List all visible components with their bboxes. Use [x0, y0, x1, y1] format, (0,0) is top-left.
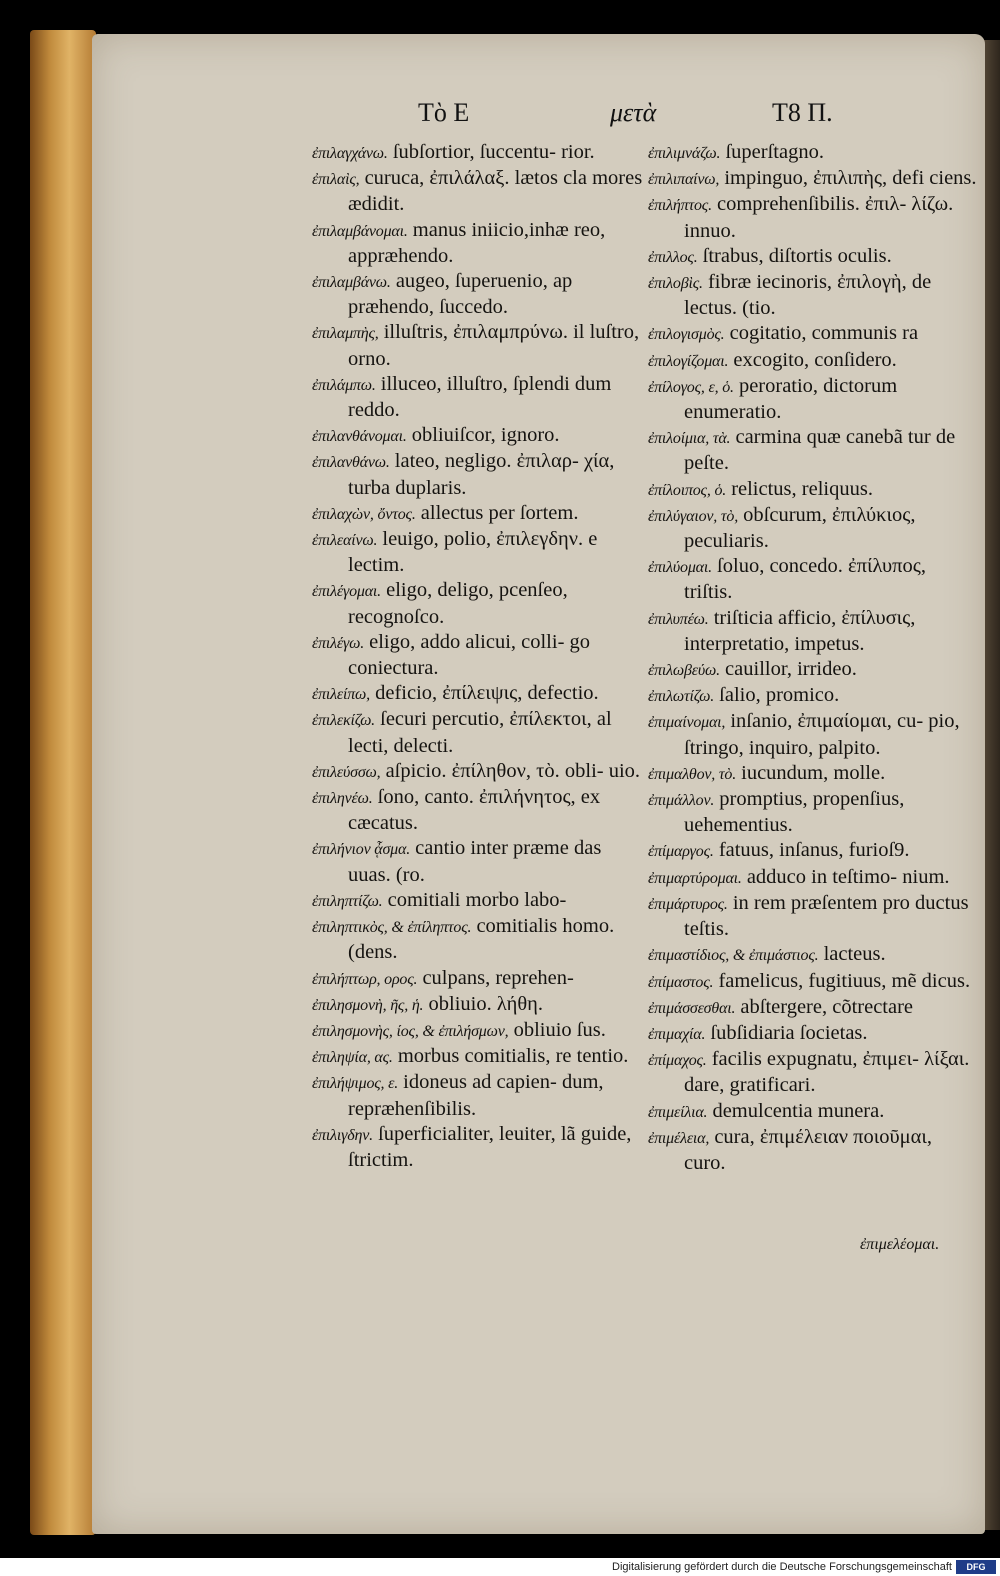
latin-definition: obliuiſcor, ignoro. [406, 424, 560, 447]
greek-headword: ἐπιλαμπὴς, [312, 325, 379, 343]
dictionary-entry [648, 374, 978, 425]
latin-definition: cantio inter præme das uuas. (ro. [348, 837, 602, 886]
catchword: ἐπιμελέομαι. [860, 1236, 940, 1253]
running-header [100, 98, 980, 134]
dictionary-entry [312, 914, 644, 965]
latin-definition: famelicus, fugitiuus, mẽ dicus. [713, 969, 971, 992]
latin-definition: ſalio, promico. [714, 684, 840, 707]
dictionary-entry [312, 992, 644, 1018]
dictionary-entry [312, 269, 644, 320]
dictionary-entry [648, 503, 978, 554]
dictionary-entry [312, 372, 644, 423]
greek-headword: ἐπιλέγομαι. [312, 583, 381, 601]
greek-headword: ἐπιλείπω, [312, 686, 370, 704]
dictionary-entry [312, 423, 644, 449]
latin-definition: impinguo, ἐπιλιπὴς, defi ciens. [719, 167, 977, 190]
greek-headword: ἐπιληψία, ας. [312, 1049, 393, 1067]
dictionary-entry [648, 761, 978, 787]
header-center: μετὰ [610, 98, 657, 127]
greek-headword: ἐπιλεύσσω, [312, 763, 381, 781]
dictionary-entry [312, 707, 644, 758]
greek-headword: ἐπίλογος, ε, ὁ. [648, 378, 734, 396]
latin-definition: idoneus ad capien- dum, repræhenſibilis. [348, 1071, 604, 1120]
latin-definition: obliuio. λήθη. [423, 992, 543, 1015]
greek-headword: ἐπιλανθάνω. [312, 454, 390, 472]
latin-definition: carmina quæ canebã tur de peſte. [684, 426, 956, 475]
latin-definition: abſtergere, cõtrectare [735, 995, 914, 1018]
latin-definition: ſubſortior, ſuccentu- rior. [387, 141, 595, 163]
greek-headword: ἐπιλοβὶς. [648, 275, 703, 293]
greek-headword: ἐπιλιγδην. [312, 1126, 373, 1144]
greek-headword: ἐπιλέγω. [312, 634, 365, 652]
latin-definition: peroratio, dictorum enumeratio. [684, 374, 898, 424]
dictionary-entry [312, 1018, 644, 1044]
greek-headword: ἐπιλεκίζω. [312, 712, 375, 730]
latin-definition: ſono, canto. ἐπιλήνητος, ex cæcatus. [348, 786, 601, 835]
latin-definition: eligo, deligo, pcenſeo, recognoſco. [348, 579, 568, 628]
dictionary-entry [312, 966, 644, 992]
latin-definition: inſanio, ἐπιμαίομαι, cu- pio, ſtringo, inquiro, palpito. [684, 710, 960, 759]
left-column [312, 140, 644, 1173]
greek-headword: ἐπιλαμβάνομαι. [312, 222, 408, 240]
dictionary-entry [312, 501, 644, 527]
greek-headword: ἐπιμείλια. [648, 1103, 708, 1121]
latin-definition: comitiali morbo labo- [382, 888, 567, 911]
dictionary-entry [648, 554, 978, 605]
greek-headword: ἐπιμάλλον. [648, 792, 715, 810]
dictionary-entry [648, 865, 978, 891]
dictionary-entry [312, 218, 644, 269]
latin-definition: cogitatio, communis ra [724, 322, 919, 345]
latin-definition: adduco in teſtimo- nium. [741, 865, 950, 888]
dictionary-entry [648, 140, 978, 166]
latin-definition: illuſtris, ἐπιλαμπρύνω. il luſtro, orno. [348, 321, 640, 370]
dictionary-entry [312, 888, 644, 914]
dictionary-entry [312, 630, 644, 681]
latin-definition: culpans, reprehen- [417, 966, 574, 989]
header-right: Τ8 Π. [772, 98, 833, 127]
latin-definition: eligo, addo alicui, colli- go coniectura. [348, 630, 591, 680]
dictionary-entry [312, 578, 644, 629]
greek-headword: ἐπιμαρτύρομαι. [648, 869, 742, 887]
dictionary-entry [648, 192, 978, 243]
latin-definition: comprehenſibilis. ἐπιλ- λίζω. innuo. [684, 193, 954, 242]
latin-definition: manus iniicio,inhæ reo, appræhendo. [348, 218, 606, 267]
dictionary-entry [312, 140, 644, 166]
dictionary-entry [312, 320, 644, 371]
dictionary-entry [312, 166, 644, 217]
greek-headword: ἐπιλαμβάνω. [312, 274, 391, 292]
scan-bottom-edge [0, 1536, 1000, 1558]
latin-definition: morbus comitialis, re tentio. [392, 1045, 629, 1068]
dictionary-entry [312, 785, 644, 836]
latin-definition: obſcurum, ἐπιλύκιος, peculiaris. [684, 503, 916, 553]
greek-headword: ἐπίμαχος. [648, 1052, 707, 1070]
greek-headword: ἐπιλαχὼν, ὄντος. [312, 505, 416, 523]
greek-headword: ἐπιλήπτος. [648, 197, 712, 215]
dictionary-entry [648, 1021, 978, 1047]
latin-definition: lateo, negligo. ἐπιλαρ- χία, turba duplaris. [348, 450, 615, 499]
latin-definition: ſuperficialiter, leuiter, lã guide, ſtrictim. [348, 1122, 632, 1171]
greek-headword: ἐπιλλος. [648, 248, 698, 266]
dictionary-entry [648, 683, 978, 709]
greek-headword: ἐπιμαστίδιος, & ἐπιμάστιος. [648, 947, 819, 965]
latin-definition: allectus per ſortem. [415, 501, 579, 524]
greek-headword: ἐπιμαλθον, τὸ. [648, 765, 737, 783]
dictionary-entry [648, 1125, 978, 1176]
dictionary-entry [312, 681, 644, 707]
latin-definition: leuigo, polio, ἐπιλεγδην. e lectim. [348, 528, 598, 577]
latin-definition: excogito, conſidero. [728, 348, 897, 371]
latin-definition: demulcentia munera. [707, 1099, 885, 1122]
greek-headword: ἐπιληνέω. [312, 790, 373, 808]
dictionary-entry [648, 244, 978, 270]
latin-definition: ſuperſtagno. [720, 141, 824, 163]
dictionary-entry [648, 321, 978, 347]
greek-headword: ἐπίμαστος. [648, 973, 714, 991]
dictionary-entry [312, 1122, 644, 1173]
dictionary-entry [648, 942, 978, 968]
latin-definition: fatuus, inſanus, furioſ9. [713, 839, 910, 862]
greek-headword: ἐπιλεαίνω. [312, 532, 378, 550]
right-column [648, 140, 978, 1176]
latin-definition: cura, ἐπιμέλειαν ποιοῦμαι, curo. [684, 1125, 932, 1174]
latin-definition: promptius, propenſius, uehementius. [684, 788, 905, 837]
latin-definition: ſoluo, concedo. ἐπίλυπος, triſtis. [684, 555, 927, 604]
header-left: Τὸ Ε [418, 98, 470, 127]
greek-headword: ἐπιληπτίζω. [312, 892, 383, 910]
latin-definition: comitialis homo. (dens. [348, 915, 615, 964]
latin-definition: obliuio ſus. [508, 1018, 606, 1041]
greek-headword: ἐπιμαχία. [648, 1025, 706, 1043]
book-fore-edge [30, 30, 96, 1535]
greek-headword: ἐπιλήπτωρ, ορος. [312, 970, 418, 988]
dfg-logo: DFG [956, 1560, 996, 1574]
dictionary-entry [312, 759, 644, 785]
dictionary-entry [648, 477, 978, 503]
dictionary-entry [648, 838, 978, 864]
latin-definition: ſecuri percutio, ἐπίλεκτοι, al lecti, delecti. [348, 708, 612, 757]
greek-headword: ἐπιλησμονὴ, ῆς, ἡ. [312, 996, 424, 1014]
greek-headword: ἐπιλοίμια, τὰ. [648, 430, 731, 448]
greek-headword: ἐπίλοιπος, ὁ. [648, 481, 727, 499]
greek-headword: ἐπιλάμπω. [312, 376, 376, 394]
greek-headword: ἐπιλωβεύω. [648, 662, 720, 680]
greek-headword: ἐπίμαργος. [648, 843, 714, 861]
latin-definition: illuceo, illuſtro, ſplendi dum reddo. [348, 372, 612, 422]
greek-headword: ἐπιλανθάνομαι. [312, 428, 407, 446]
dictionary-entry [312, 1070, 644, 1121]
latin-definition: augeo, ſuperuenio, ap præhendo, ſuccedo. [348, 270, 573, 319]
latin-definition: iucundum, molle. [736, 761, 886, 784]
footer-text: Digitalisierung gefördert durch die Deutsche Forschungsgemeinschaft [612, 1561, 952, 1573]
greek-headword: ἐπιλαγχάνω. [312, 145, 388, 162]
dictionary-entry [312, 1044, 644, 1070]
dictionary-entry [648, 606, 978, 657]
latin-definition: lacteus. [818, 943, 886, 966]
dictionary-entry [648, 425, 978, 476]
greek-headword: ἐπιλήνιον ᾆσμα. [312, 841, 411, 859]
latin-definition: deficio, ἐπίλειψις, defectio. [369, 682, 599, 705]
latin-definition: relictus, reliquus. [726, 477, 873, 500]
dictionary-entry [648, 995, 978, 1021]
latin-definition: aſpicio. ἐπίληθον, τὸ. obli- uio. [380, 759, 641, 782]
dictionary-entry [648, 1047, 978, 1098]
dictionary-entry [648, 787, 978, 838]
latin-definition: ſubſidiaria ſocietas. [705, 1021, 868, 1044]
latin-definition: in rem præſentem pro ductus teſtis. [684, 891, 969, 941]
greek-headword: ἐπιλυπέω. [648, 610, 709, 628]
funding-footer [0, 1558, 1000, 1576]
greek-headword: ἐπιλησμονὴς, ίος, & ἐπιλήσμων, [312, 1022, 509, 1040]
dictionary-entry [648, 709, 978, 760]
greek-headword: ἐπιλύγαιον, τὸ, [648, 507, 739, 525]
dictionary-entry [312, 836, 644, 887]
greek-headword: ἐπιλιμνάζω. [648, 145, 721, 162]
greek-headword: ἐπιλογίζομαι. [648, 352, 729, 370]
greek-headword: ἐπιλύομαι. [648, 559, 712, 577]
latin-definition: cauillor, irrideo. [719, 658, 857, 681]
greek-headword: ἐπιμάρτυρος. [648, 895, 728, 913]
greek-headword: ἐπιμέλεια, [648, 1129, 710, 1147]
greek-headword: ἐπιλιπαίνω, [648, 171, 720, 189]
latin-definition: ſtrabus, diſtortis oculis. [697, 244, 892, 267]
dictionary-entry [648, 969, 978, 995]
dictionary-entry [312, 527, 644, 578]
greek-headword: ἐπιλήψιμος, ε. [312, 1075, 399, 1093]
dictionary-entry [648, 270, 978, 321]
latin-definition: fibræ iecinoris, ἐπιλογὴ, de lectus. (tio. [684, 271, 932, 320]
greek-headword: ἐπιλαὶς, [312, 171, 360, 189]
latin-definition: curuca, ἐπιλάλαξ. lætos cla mores ædidit. [348, 167, 643, 216]
greek-headword: ἐπιμαίνομαι, [648, 714, 726, 732]
greek-headword: ἐπιληπτικὸς, & ἐπίληπτος. [312, 919, 472, 937]
latin-definition: facilis expugnatu, ἐπιμει- λίξαι. dare, gratificari. [684, 1048, 970, 1097]
dictionary-entry [648, 1099, 978, 1125]
dictionary-entry [648, 657, 978, 683]
greek-headword: ἐπιλογισμὸς. [648, 326, 725, 344]
dictionary-entry [312, 449, 644, 500]
dictionary-entry [648, 166, 978, 192]
dictionary-entry [648, 891, 978, 942]
greek-headword: ἐπιλωτίζω. [648, 688, 715, 706]
latin-definition: triſticia afficio, ἐπίλυσις, interpretatio, impetus. [684, 606, 916, 655]
greek-headword: ἐπιμάσσεσθαι. [648, 999, 736, 1017]
dictionary-entry [648, 348, 978, 374]
